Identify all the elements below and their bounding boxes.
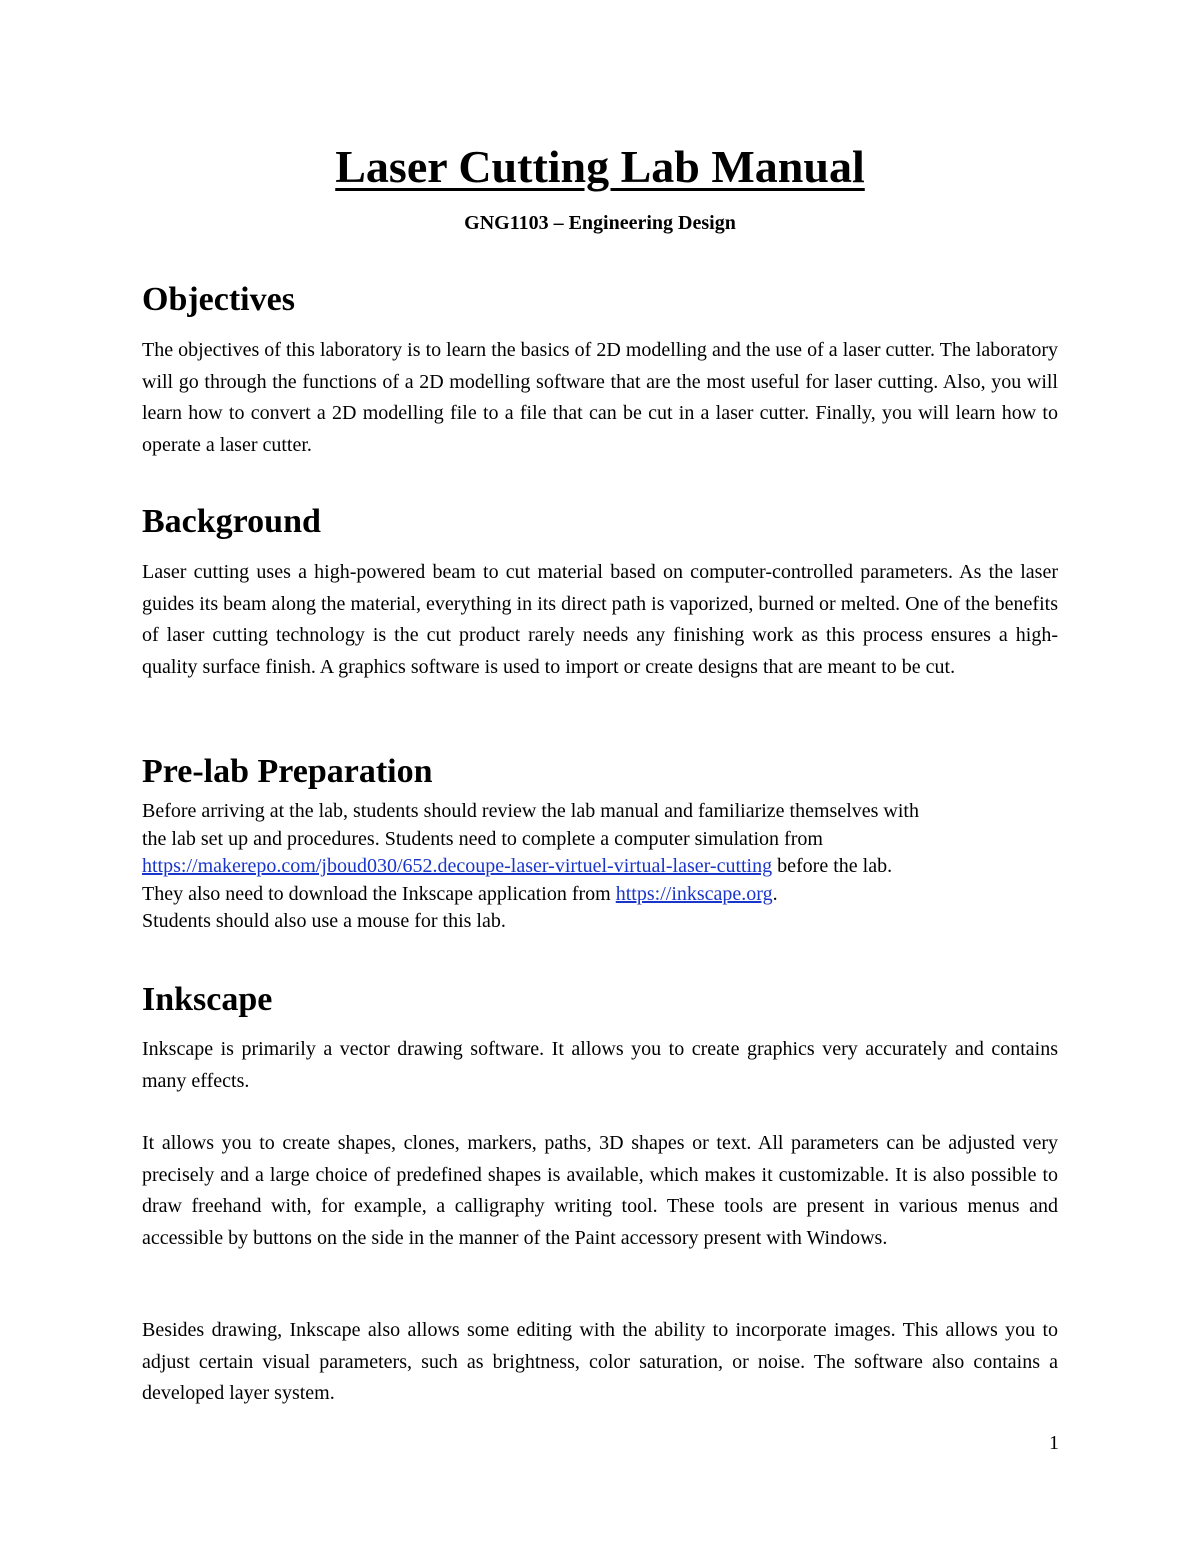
prelab-text: .: [772, 882, 778, 905]
prelab-heading: Pre-lab Preparation: [142, 753, 433, 790]
page-title: Laser Cutting Lab Manual: [335, 141, 865, 192]
page-number: 1: [1049, 1432, 1059, 1454]
inkscape-paragraph-1: Inkscape is primarily a vector drawing software. It allows you to create graphics very accurately and contains many effects.: [142, 1038, 1058, 1092]
simulation-link[interactable]: https://makerepo.com/jboud030/652.decoupe-laser-virtuel-virtual-laser-cutting: [142, 855, 773, 877]
prelab-line: Before arriving at the lab, students should review the lab manual and familiarize themselves with: [142, 800, 919, 822]
prelab-line: [142, 853, 1082, 881]
background-heading: Background: [142, 503, 321, 540]
course-subtitle: GNG1103 – Engineering Design: [464, 212, 736, 234]
objectives-paragraph: The objectives of this laboratory is to learn the basics of 2D modelling and the use of a laser cutter. The laboratory will go through the functions of a 2D modelling software that are the most useful for laser cutting. Also, you will learn how to convert a 2D modelling file to a file that can be cut in a laser cutter. Finally, you will learn how to operate a laser cutter.: [142, 339, 1058, 456]
prelab-paragraph: [142, 798, 1082, 936]
inkscape-heading: Inkscape: [142, 981, 273, 1018]
inkscape-paragraph-2: It allows you to create shapes, clones, markers, paths, 3D shapes or text. All parameters can be adjusted very precisely and a large choice of predefined shapes is available, which makes it customizable. It is also possible to draw freehand with, for example, a calligraphy writing tool. These tools are present in various menus and accessible by buttons on the side in the manner of the Paint accessory present with Windows.: [142, 1132, 1058, 1249]
prelab-text: before the lab.: [772, 855, 893, 877]
prelab-line: the lab set up and procedures. Students need to complete a computer simulation from: [142, 827, 823, 850]
background-paragraph: Laser cutting uses a high-powered beam to cut material based on computer-controlled parameters. As the laser guides its beam along the material, everything in its direct path is vaporized, burned or melted. One of the benefits of laser cutting technology is the cut product rarely needs any finishing work as this process ensures a high-quality surface finish. A graphics software is used to import or create designs that are meant to be cut.: [142, 561, 1058, 678]
inkscape-paragraph-3: Besides drawing, Inkscape also allows some editing with the ability to incorporate images. This allows you to adjust certain visual parameters, such as brightness, color saturation, or noise. The software also contains a developed layer system.: [142, 1319, 1058, 1404]
inkscape-download-link[interactable]: https://inkscape.org: [615, 882, 773, 905]
objectives-heading: Objectives: [142, 281, 295, 318]
prelab-line: Students should also use a mouse for this lab.: [142, 910, 506, 932]
prelab-line: [142, 881, 1082, 909]
prelab-text: They also need to download the Inkscape application from: [142, 882, 616, 905]
